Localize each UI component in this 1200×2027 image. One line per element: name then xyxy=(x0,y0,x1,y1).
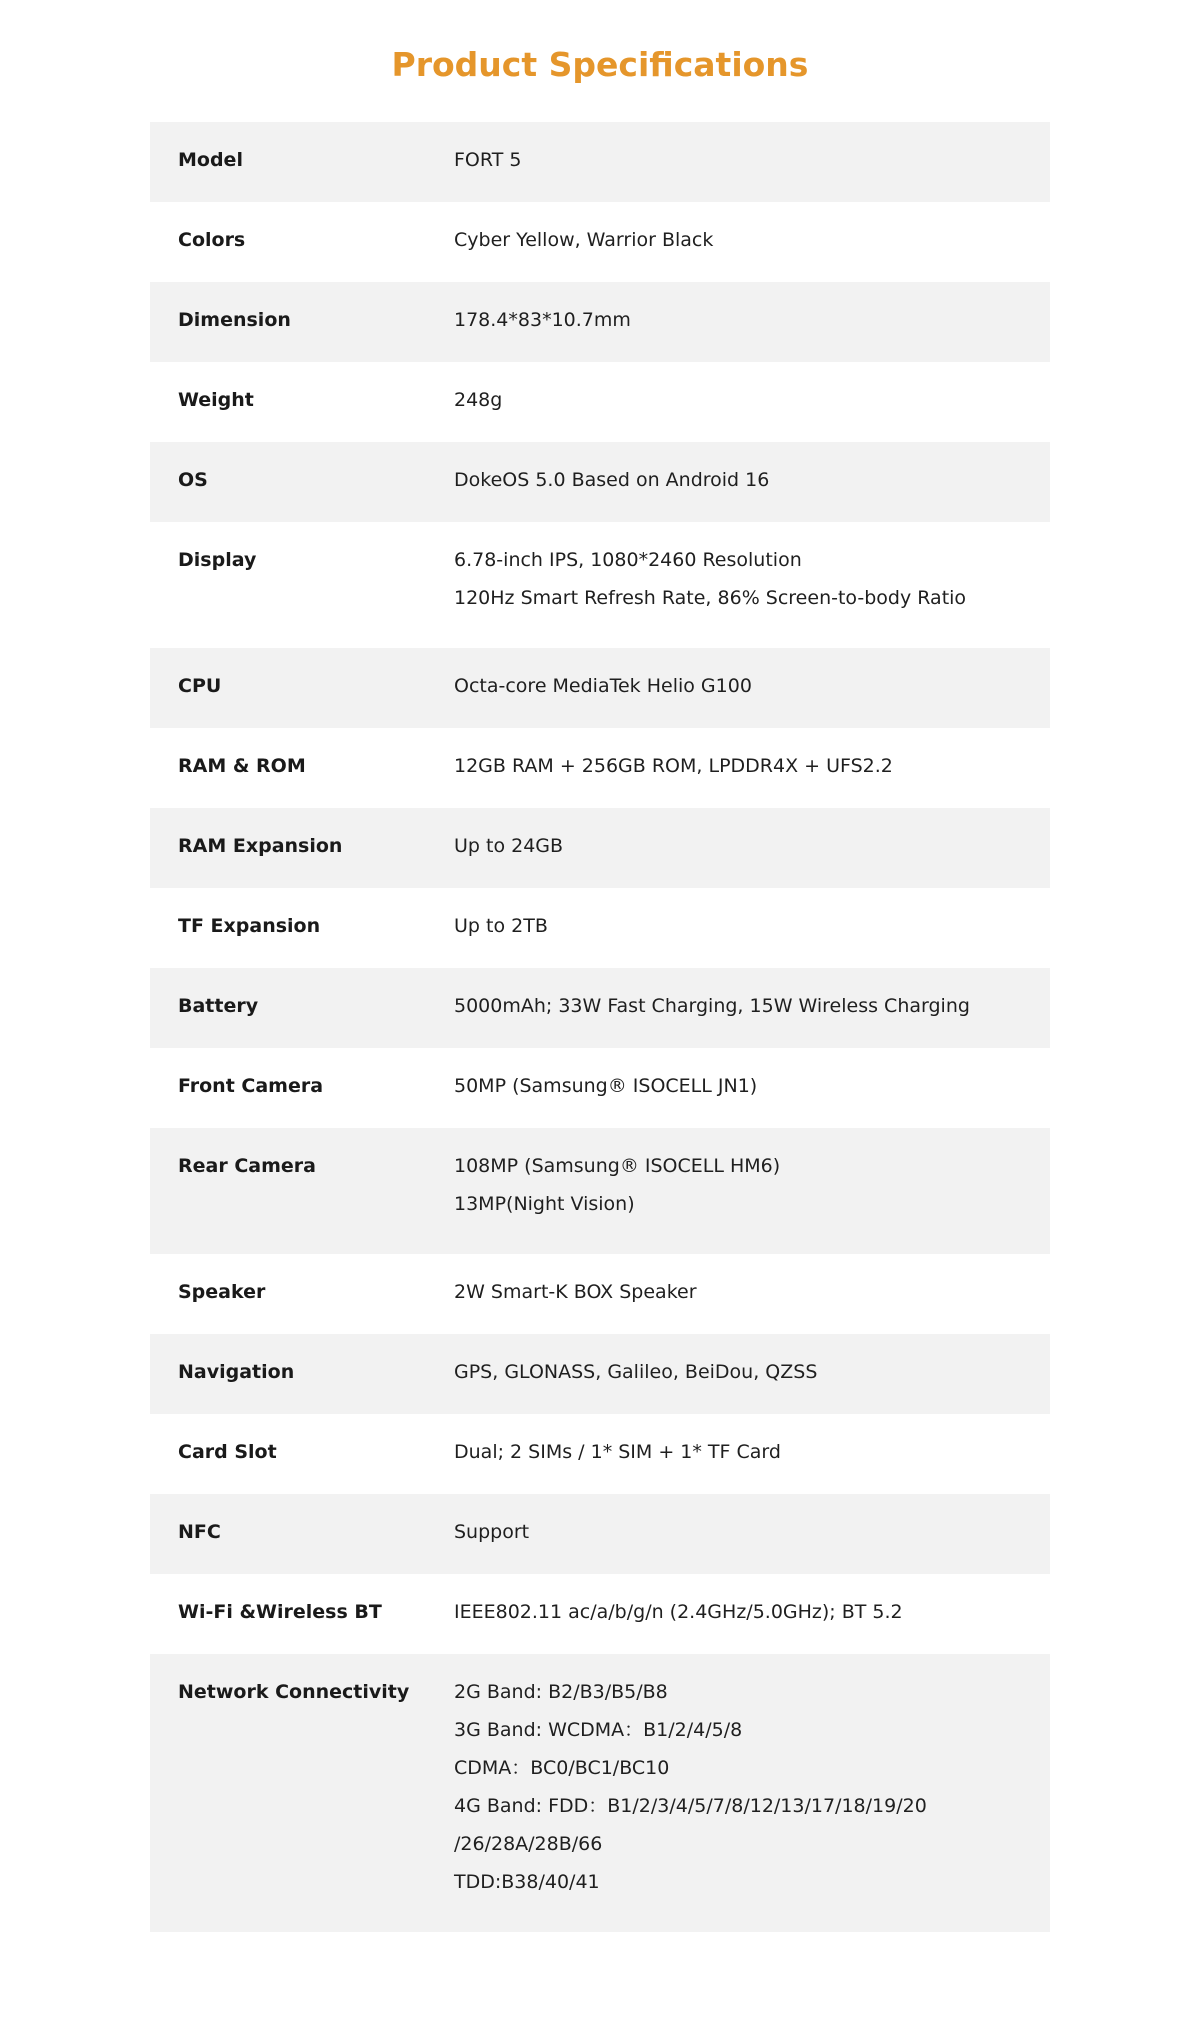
spec-value-line: 6.78-inch IPS, 1080*2460 Resolution xyxy=(454,549,802,571)
spec-table xyxy=(150,122,1050,1932)
spec-label: NFC xyxy=(178,1521,221,1543)
spec-value xyxy=(454,1593,1050,1635)
spec-value-line: 108MP (Samsung® ISOCELL HM6) xyxy=(454,1155,781,1177)
spec-label: Battery xyxy=(178,995,259,1017)
spec-row xyxy=(150,808,1050,888)
spec-value-line: GPS, GLONASS, Galileo, BeiDou, QZSS xyxy=(454,1361,818,1383)
spec-value xyxy=(454,827,1050,869)
spec-value-line: 3G Band: WCDMA：B1/2/4/5/8 xyxy=(454,1719,743,1741)
spec-value xyxy=(454,667,1050,709)
spec-value-line: 13MP(Night Vision) xyxy=(454,1193,635,1215)
spec-label: Speaker xyxy=(178,1281,266,1303)
spec-row xyxy=(150,1494,1050,1574)
spec-value xyxy=(454,1433,1050,1475)
spec-value xyxy=(454,301,1050,343)
spec-label: Weight xyxy=(178,389,254,411)
spec-value xyxy=(454,907,1050,949)
spec-label: OS xyxy=(178,469,208,491)
spec-row xyxy=(150,362,1050,442)
spec-value-line: CDMA：BC0/BC1/BC10 xyxy=(454,1757,670,1779)
page-title: Product Specifications xyxy=(391,45,809,84)
spec-label: Colors xyxy=(178,229,246,251)
spec-value-line: 4G Band: FDD：B1/2/3/4/5/7/8/12/13/17/18/19/20 xyxy=(454,1795,927,1817)
spec-value xyxy=(454,987,1050,1029)
spec-value xyxy=(454,541,1050,617)
spec-label: Network Connectivity xyxy=(178,1681,410,1703)
spec-value xyxy=(454,1147,1050,1223)
spec-value-line: FORT 5 xyxy=(454,149,522,171)
spec-value-line: /26/28A/28B/66 xyxy=(454,1833,603,1855)
spec-value-line: 120Hz Smart Refresh Rate, 86% Screen-to-body Ratio xyxy=(454,587,967,609)
spec-value-line: Up to 24GB xyxy=(454,835,564,857)
spec-label: Front Camera xyxy=(178,1075,324,1097)
spec-row xyxy=(150,522,1050,648)
spec-label: Model xyxy=(178,149,243,171)
spec-label: Dimension xyxy=(178,309,291,331)
spec-row xyxy=(150,1254,1050,1334)
spec-row xyxy=(150,648,1050,728)
spec-value-line: 5000mAh; 33W Fast Charging, 15W Wireless Charging xyxy=(454,995,970,1017)
spec-value-line: TDD:B38/40/41 xyxy=(454,1871,600,1893)
spec-label: CPU xyxy=(178,675,222,697)
spec-label: Wi-Fi &Wireless BT xyxy=(178,1601,382,1623)
spec-value xyxy=(454,461,1050,503)
spec-value-line: 178.4*83*10.7mm xyxy=(454,309,631,331)
spec-value-line: Octa-core MediaTek Helio G100 xyxy=(454,675,752,697)
spec-row xyxy=(150,1654,1050,1932)
spec-value-line: Up to 2TB xyxy=(454,915,548,937)
spec-value-line: 12GB RAM + 256GB ROM, LPDDR4X + UFS2.2 xyxy=(454,755,893,777)
spec-row xyxy=(150,968,1050,1048)
spec-value-line: Support xyxy=(454,1521,530,1543)
spec-row xyxy=(150,442,1050,522)
spec-row xyxy=(150,1414,1050,1494)
spec-value xyxy=(454,221,1050,263)
spec-label: RAM & ROM xyxy=(178,755,306,777)
spec-value-line: DokeOS 5.0 Based on Android 16 xyxy=(454,469,770,491)
spec-value-line: Cyber Yellow, Warrior Black xyxy=(454,229,714,251)
spec-value-line: IEEE802.11 ac/a/b/g/n (2.4GHz/5.0GHz); BT 5.2 xyxy=(454,1601,903,1623)
spec-label: TF Expansion xyxy=(178,915,321,937)
spec-row xyxy=(150,282,1050,362)
spec-row xyxy=(150,122,1050,202)
spec-label: Navigation xyxy=(178,1361,295,1383)
spec-value xyxy=(454,381,1050,423)
spec-label: RAM Expansion xyxy=(178,835,343,857)
spec-row xyxy=(150,1574,1050,1654)
spec-value xyxy=(454,1513,1050,1555)
spec-label: Card Slot xyxy=(178,1441,277,1463)
spec-value xyxy=(454,1673,1050,1901)
spec-value-line: 50MP (Samsung® ISOCELL JN1) xyxy=(454,1075,758,1097)
spec-value-line: 2W Smart-K BOX Speaker xyxy=(454,1281,697,1303)
spec-value-line: 248g xyxy=(454,389,503,411)
spec-value xyxy=(454,141,1050,183)
spec-value xyxy=(454,1067,1050,1109)
spec-row xyxy=(150,1048,1050,1128)
spec-value xyxy=(454,747,1050,789)
spec-value xyxy=(454,1273,1050,1315)
spec-row xyxy=(150,1128,1050,1254)
spec-row xyxy=(150,888,1050,968)
spec-value xyxy=(454,1353,1050,1395)
spec-row xyxy=(150,728,1050,808)
spec-label: Display xyxy=(178,549,257,571)
spec-value-line: 2G Band: B2/B3/B5/B8 xyxy=(454,1681,668,1703)
spec-value-line: Dual; 2 SIMs / 1* SIM + 1* TF Card xyxy=(454,1441,781,1463)
spec-row xyxy=(150,1334,1050,1414)
spec-row xyxy=(150,202,1050,282)
spec-label: Rear Camera xyxy=(178,1155,316,1177)
